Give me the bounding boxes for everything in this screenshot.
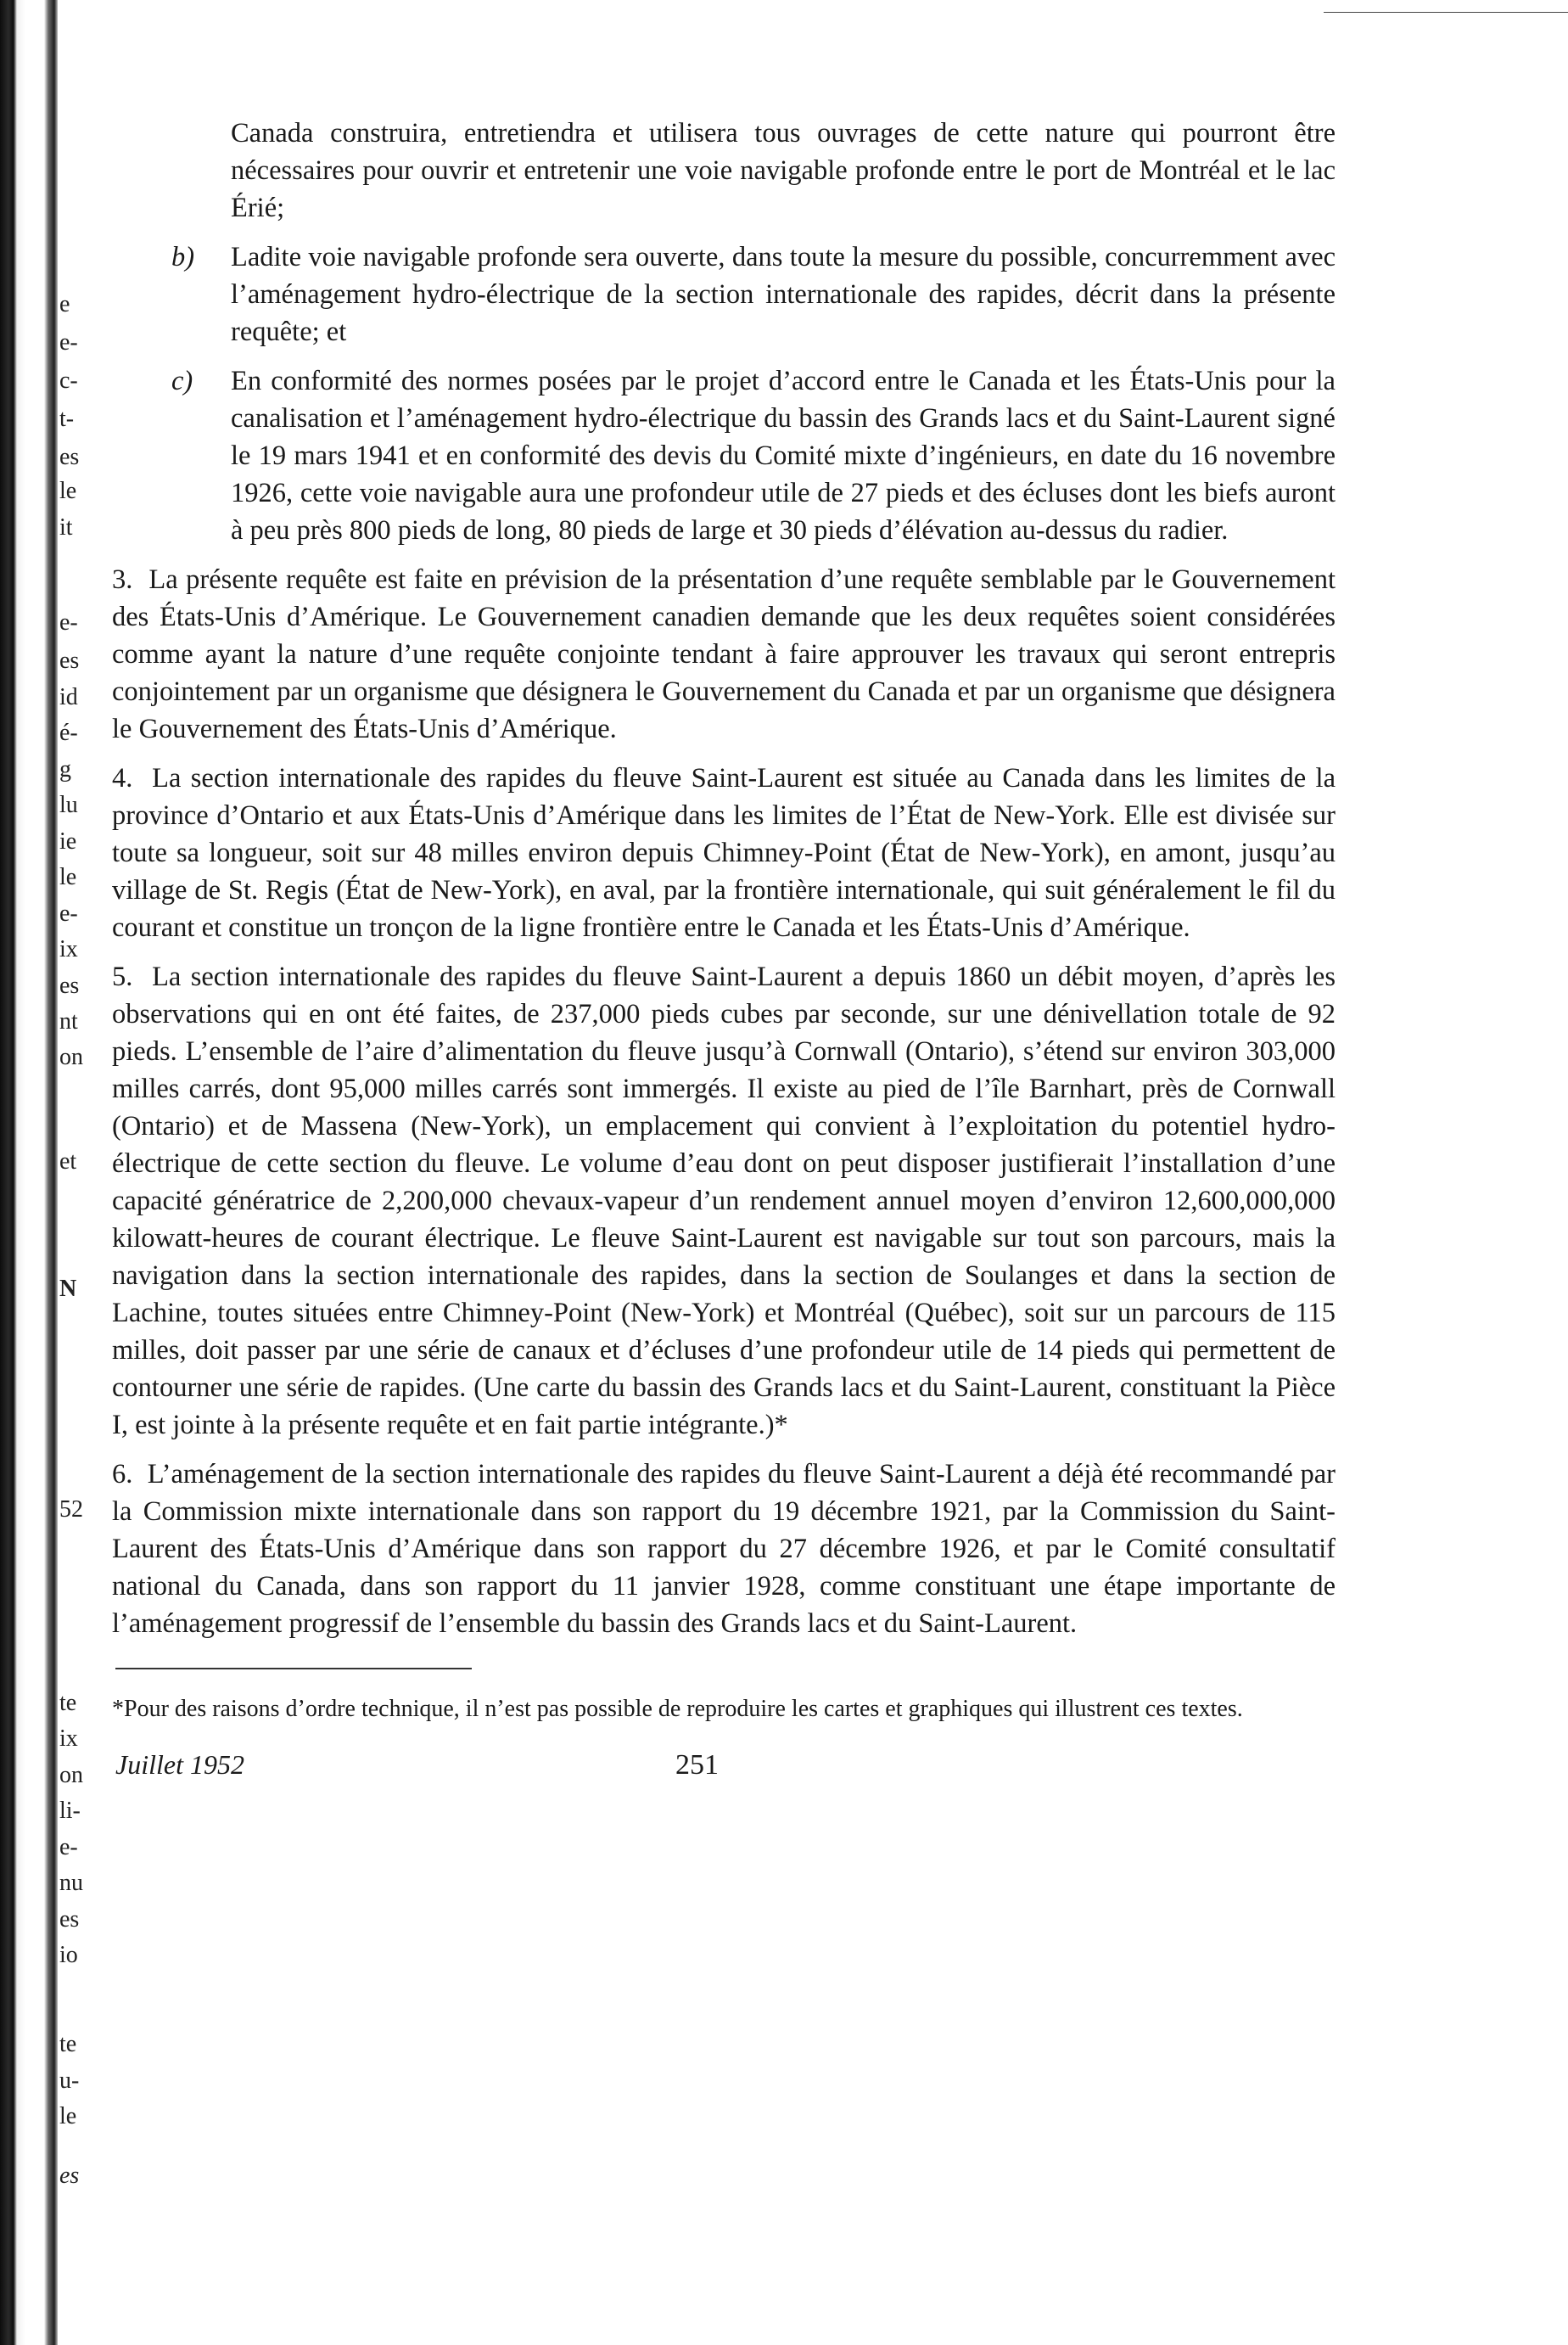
margin-fragment: ie — [59, 828, 77, 855]
margin-fragment: nu — [59, 1870, 83, 1896]
margin-fragment: ix — [59, 936, 78, 962]
margin-fragment: le — [59, 2103, 77, 2129]
continuation-paragraph: Canada construira, entretiendra et utilisera tous ouvrages de cette nature qui pourront être nécessaires pour ouvrir et entretenir une voie navigable profonde entre le port de Montréal et le lac Érié; — [231, 118, 1336, 223]
paragraph-number: 3. — [112, 564, 133, 595]
margin-fragment: le — [59, 478, 77, 504]
margin-fragment: te — [59, 1690, 77, 1716]
paragraph-text: L’aménagement de la section internationale des rapides du fleuve Saint-Laurent a déjà été recommandé par la Commission mixte internationale dans son rapport du 19 décembre 1921, par la Commission du Saint-Laurent des États-Unis d’Amérique dans son rapport du 27 décembre 1926, et par le Comité consultatif national du Canada, dans son rapport du 11 janvier 1928, comme constituant une étape importante de l’aménagement progressif de l’ensemble du bassin des Grands lacs et du Saint-Laurent. — [112, 1459, 1336, 1639]
paragraph-text: La présente requête est faite en prévision de la présentation d’une requête semblable par le Gouvernement des États-Unis d’Amérique. Le Gouvernement canadien demande que les deux requêtes soient considérées comme ayant la nature d’une requête conjointe tendant à faire approuver les travaux qui seront entrepris conjointement par un organisme que désignera le Gouvernement du Canada et par un organisme que désignera le Gouvernement des États-Unis d’Amérique. — [112, 564, 1336, 744]
list-label-b: b) — [171, 242, 195, 272]
margin-fragment: es — [59, 973, 80, 999]
footnote-rule — [115, 1668, 472, 1669]
margin-fragment: on — [59, 1762, 83, 1788]
margin-fragment: c- — [59, 367, 78, 394]
margin-fragment: on — [59, 1044, 83, 1070]
previous-page-bleed — [0, 0, 110, 2345]
margin-fragment: e- — [59, 329, 78, 356]
page-body — [112, 115, 1336, 1800]
margin-fragment: es — [59, 1906, 80, 1933]
margin-fragment: e- — [59, 900, 78, 927]
list-text-c: En conformité des normes posées par le projet d’accord entre le Canada et les États-Unis pour la canalisation et l’aménagement hydro-électrique du bassin des Grands lacs et du Saint-Laurent signé le 19 mars 1941 et en conformité des devis du Comité mixte d’ingénieurs, en date du 16 novembre 1926, cette voie navigable aura une profondeur utile de 27 pieds et des écluses dont les biefs auront à peu près 800 pieds de long, 80 pieds de large et 30 pieds d’élévation au-dessus du radier. — [231, 366, 1336, 546]
margin-fragment: ix — [59, 1725, 78, 1752]
margin-fragment: es — [59, 2163, 80, 2189]
margin-fragment: id — [59, 684, 78, 710]
list-label-c: c) — [171, 366, 193, 396]
list-item-c — [112, 362, 1336, 549]
list-text-b: Ladite voie navigable profonde sera ouverte, dans toute la mesure du possible, concurremment avec l’aménagement hydro-électrique de la section internationale des rapides, décrit dans la présente requête; et — [231, 242, 1336, 347]
issue-date: Juillet 1952 — [115, 1749, 244, 1780]
page-footer — [112, 1749, 1336, 1800]
margin-fragment: io — [59, 1942, 78, 1968]
margin-fragment: li- — [59, 1798, 81, 1824]
page-number: 251 — [675, 1749, 719, 1781]
margin-fragment: e — [59, 291, 70, 317]
margin-fragment: le — [59, 864, 77, 890]
paragraph-number: 5. — [112, 962, 133, 992]
margin-fragment: t- — [59, 406, 75, 432]
paragraph-4 — [112, 760, 1336, 946]
margin-fragment: it — [59, 514, 73, 541]
margin-fragment: u- — [59, 2067, 80, 2094]
margin-fragment: g — [59, 756, 71, 783]
paragraph-text: La section internationale des rapides du fleuve Saint-Laurent a depuis 1860 un débit moyen, d’après les observations qui en ont été faites, de 237,000 pieds cubes par seconde, sur une dénivellation totale de 92 pieds. L’ensemble de l’aire d’alimentation du fleuve jusqu’à Cornwall (Ontario), s’étend sur environ 303,000 milles carrés, dont 95,000 milles carrés sont immergés. Il existe au pied de l’île Barnhart, près de Cornwall (Ontario) et de Massena (New-York), un emplacement qui convient à l’exploitation du potentiel hydro-électrique de cette section du fleuve. Le volume d’eau dont on peut disposer justifierait l’installation d’une capacité génératrice de 2,200,000 chevaux-vapeur d’un rendement annuel moyen d’environ 12,600,000,000 kilowatt-heures de courant électrique. Le fleuve Saint-Laurent est navigable sur tout son parcours, mais la navigation dans la section internationale des rapides, dans la section de Soulanges et dans la section de Lachine, toutes situées entre Chimney-Point (New-York) et Montréal (Québec), soit sur un parcours de 115 milles, doit passer par une série de canaux et d’écluses d’une profondeur utile de 14 pieds qui permettent de contourner une série de rapides. (Une carte du bassin des Grands lacs et du Saint-Laurent, constituant la Pièce I, est jointe à la présente requête et en fait partie intégrante.)* — [112, 962, 1336, 1440]
margin-fragment: 52 — [59, 1496, 83, 1523]
margin-fragment: e- — [59, 609, 78, 636]
paragraph-3 — [112, 561, 1336, 748]
margin-fragment: es — [59, 444, 80, 470]
margin-fragment: nt — [59, 1008, 78, 1035]
top-edge-line — [1324, 12, 1568, 13]
paragraph-5 — [112, 958, 1336, 1444]
list-item-b — [112, 238, 1336, 351]
margin-fragment: e- — [59, 1834, 78, 1860]
margin-fragment: é- — [59, 720, 78, 746]
paragraph-text: La section internationale des rapides du fleuve Saint-Laurent est située au Canada dans les limites de la province d’Ontario et aux États-Unis d’Amérique dans les limites de l’État de New-York. Elle est divisée sur toute sa longueur, soit sur 48 milles environ depuis Chimney-Point (État de New-York), en amont, jusqu’au village de St. Regis (État de New-York), en aval, par la frontière internationale, qui suit généralement le fil du courant et constitue un tronçon de la ligne frontière entre le Canada et les États-Unis d’Amérique. — [112, 763, 1336, 943]
margin-fragment: es — [59, 648, 80, 674]
paragraph-number: 4. — [112, 763, 133, 794]
margin-fragment: te — [59, 2031, 77, 2057]
margin-fragment: N — [59, 1276, 77, 1302]
margin-fragment: et — [59, 1148, 77, 1175]
paragraph-number: 6. — [112, 1459, 133, 1489]
paragraph-6 — [112, 1456, 1336, 1642]
footnote: *Pour des raisons d’ordre technique, il n’est pas possible de reproduire les cartes et graphiques qui illustrent ces textes. — [112, 1696, 1243, 1722]
margin-fragment: lu — [59, 792, 78, 818]
